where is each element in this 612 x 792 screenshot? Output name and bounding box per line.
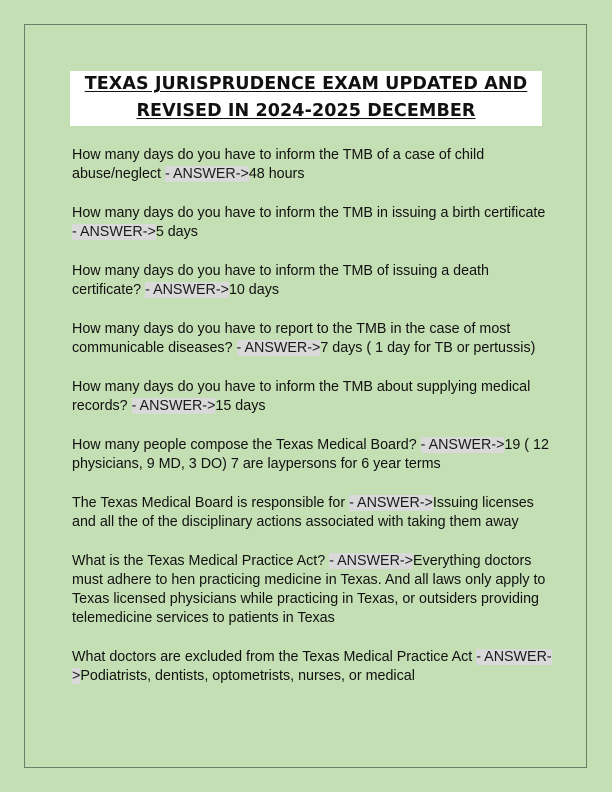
answer-marker: - ANSWER-> [72, 224, 156, 240]
qa-list [72, 146, 552, 706]
qa-item [72, 494, 552, 532]
answer-text: Everything doctors must adhere to hen practicing medicine in Texas. And all laws only apply to Texas licensed physicians while practicing in Texas, or outsiders providing telemedicine services to patients in Texas [72, 553, 546, 626]
qa-item [72, 320, 552, 358]
title-line-2: REVISED IN 2024-2025 DECEMBER [136, 101, 476, 121]
question-text: How many days do you have to inform the TMB in issuing a birth certificate [72, 205, 546, 221]
qa-item [72, 436, 552, 474]
question-text: What is the Texas Medical Practice Act? [72, 553, 326, 569]
answer-text: 19 ( 12 physicians, 9 MD, 3 DO) 7 are laypersons for 6 year terms [72, 437, 549, 472]
answer-text: 48 hours [248, 166, 305, 182]
answer-marker: - ANSWER-> [236, 340, 321, 356]
answer-marker: - ANSWER-> [349, 495, 433, 511]
answer-text: 15 days [215, 398, 266, 414]
qa-item [72, 648, 552, 686]
question-text: How many days do you have to inform the TMB about supplying medical records? [72, 379, 531, 414]
question-text: The Texas Medical Board is responsible for [72, 495, 346, 511]
title-line-1: TEXAS JURISPRUDENCE EXAM UPDATED AND [84, 74, 528, 94]
answer-text: Issuing licenses and all the of the disciplinary actions associated with taking them away [72, 495, 534, 530]
document-title [70, 71, 542, 126]
qa-item [72, 378, 552, 416]
question-text: How many days do you have to report to the TMB in the case of most communicable diseases? [72, 321, 511, 356]
answer-text: 10 days [228, 282, 280, 298]
qa-item [72, 204, 552, 242]
question-text: How many days do you have to inform the TMB of a case of child abuse/neglect [72, 147, 485, 182]
answer-marker: - ANSWER-> [420, 437, 505, 453]
answer-text: Podiatrists, dentists, optometrists, nurses, or medical [80, 668, 415, 684]
question-text: What doctors are excluded from the Texas Medical Practice Act [72, 649, 473, 665]
answer-marker: - ANSWER-> [131, 398, 216, 414]
question-text: How many days do you have to inform the TMB of issuing a death certificate? [72, 263, 489, 298]
answer-marker: - ANSWER-> [165, 166, 249, 182]
answer-marker: - ANSWER-> [329, 553, 414, 569]
qa-item [72, 262, 552, 300]
qa-item [72, 146, 552, 184]
answer-marker: - ANSWER-> [145, 282, 229, 298]
answer-marker: - ANSWER-> [72, 649, 552, 684]
question-text: How many people compose the Texas Medical Board? [72, 437, 417, 453]
qa-item [72, 552, 552, 628]
answer-text: 5 days [155, 224, 198, 240]
answer-text: 7 days ( 1 day for TB or pertussis) [320, 340, 536, 356]
